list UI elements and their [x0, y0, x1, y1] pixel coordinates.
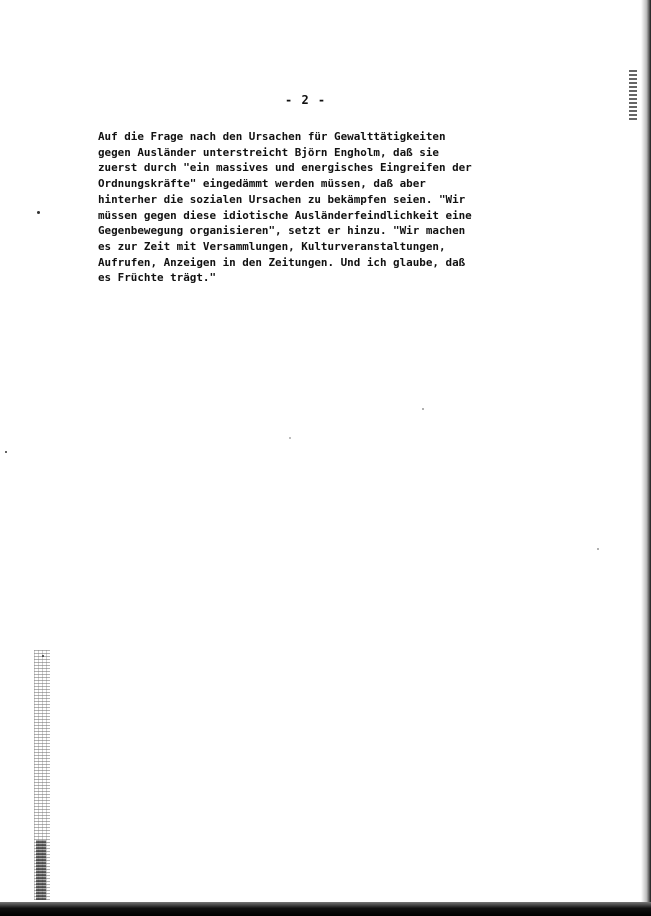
paragraph-line: gegen Ausländer unterstreicht Björn Engholm, daß sie: [98, 145, 439, 159]
paragraph-line: Aufrufen, Anzeigen in den Zeitungen. Und ich glaube, daß: [98, 255, 466, 269]
scan-speck: [5, 451, 7, 453]
scan-speck: [37, 211, 40, 214]
scan-left-speckle-dark: [36, 840, 46, 900]
scan-speck: [289, 437, 291, 439]
paragraph-line: es zur Zeit mit Versammlungen, Kulturveranstaltungen,: [98, 239, 446, 253]
scan-right-edge-streak: [629, 70, 637, 122]
paragraph-line: Gegenbewegung organisieren", setzt er hinzu. "Wir machen: [98, 224, 466, 238]
paragraph-line: hinterher die sozialen Ursachen zu bekämpfen seien. "Wir: [98, 192, 466, 206]
paragraph-line: müssen gegen diese idiotische Ausländerfeindlichkeit eine: [98, 208, 472, 222]
scan-right-edge-shadow: [641, 0, 651, 916]
paragraph-line: Ordnungskräfte" eingedämmt werden müssen, daß aber: [98, 177, 426, 191]
scan-bottom-edge: [0, 902, 651, 916]
scan-speck: [597, 548, 599, 550]
page-number: - 2 -: [285, 93, 327, 107]
paragraph-line: es Früchte trägt.": [98, 271, 217, 285]
scan-speck: [42, 655, 44, 657]
scan-speck: [422, 408, 424, 410]
paragraph-line: Auf die Frage nach den Ursachen für Gewalttätigkeiten: [98, 130, 446, 143]
paragraph-line: zuerst durch "ein massives und energisches Eingreifen der: [98, 161, 472, 175]
body-paragraph: [98, 129, 538, 286]
